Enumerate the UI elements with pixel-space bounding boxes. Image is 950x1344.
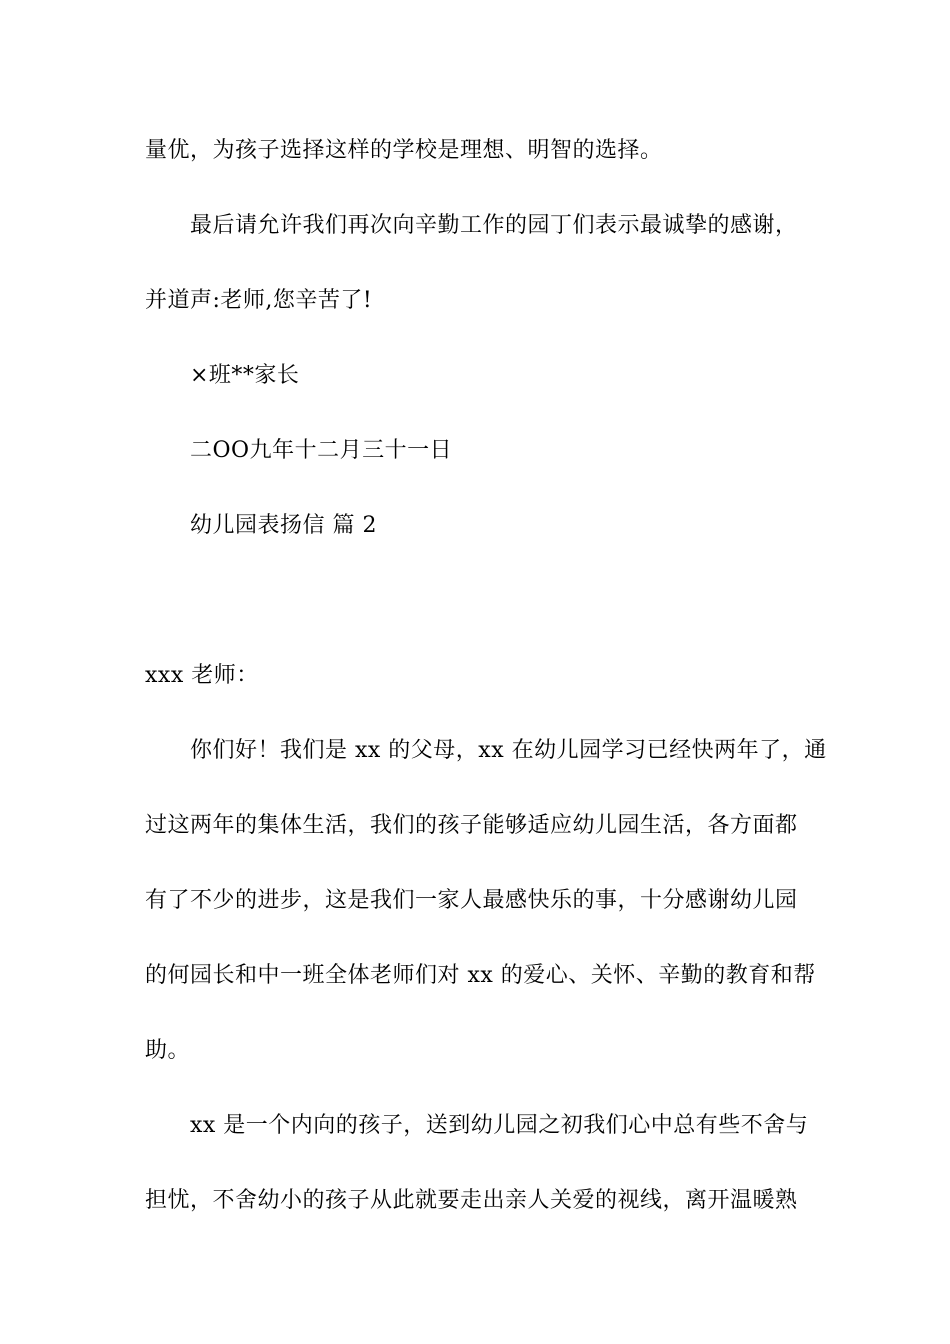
paragraph-line: 助。	[145, 1038, 191, 1063]
paragraph-line: 量优，为孩子选择这样的学校是理想、明智的选择。	[145, 138, 663, 163]
paragraph-line: 有了不少的进步，这是我们一家人最感快乐的事，十分感谢幼儿园	[145, 888, 798, 913]
salutation: xxx 老师：	[145, 663, 259, 688]
section-heading: 幼儿园表扬信 篇 2	[190, 513, 377, 538]
paragraph-line: 最后请允许我们再次向辛勤工作的园丁们表示最诚挚的感谢，	[190, 213, 798, 238]
signature-line: ×班**家长	[190, 363, 300, 388]
paragraph-line: 你们好！我们是 xx 的父母，xx 在幼儿园学习已经快两年了，通	[190, 738, 827, 763]
paragraph-line: 的何园长和中一班全体老师们对 xx 的爱心、关怀、辛勤的教育和帮	[145, 963, 816, 988]
paragraph-line: 担忧，不舍幼小的孩子从此就要走出亲人关爱的视线，离开温暖熟	[145, 1188, 798, 1213]
date-line: 二OO九年十二月三十一日	[190, 438, 453, 463]
paragraph-line: 过这两年的集体生活，我们的孩子能够适应幼儿园生活，各方面都	[145, 813, 798, 838]
paragraph-line: xx 是一个内向的孩子，送到幼儿园之初我们心中总有些不舍与	[190, 1113, 809, 1138]
paragraph-line: 并道声:老师,您辛苦了!	[145, 288, 373, 313]
